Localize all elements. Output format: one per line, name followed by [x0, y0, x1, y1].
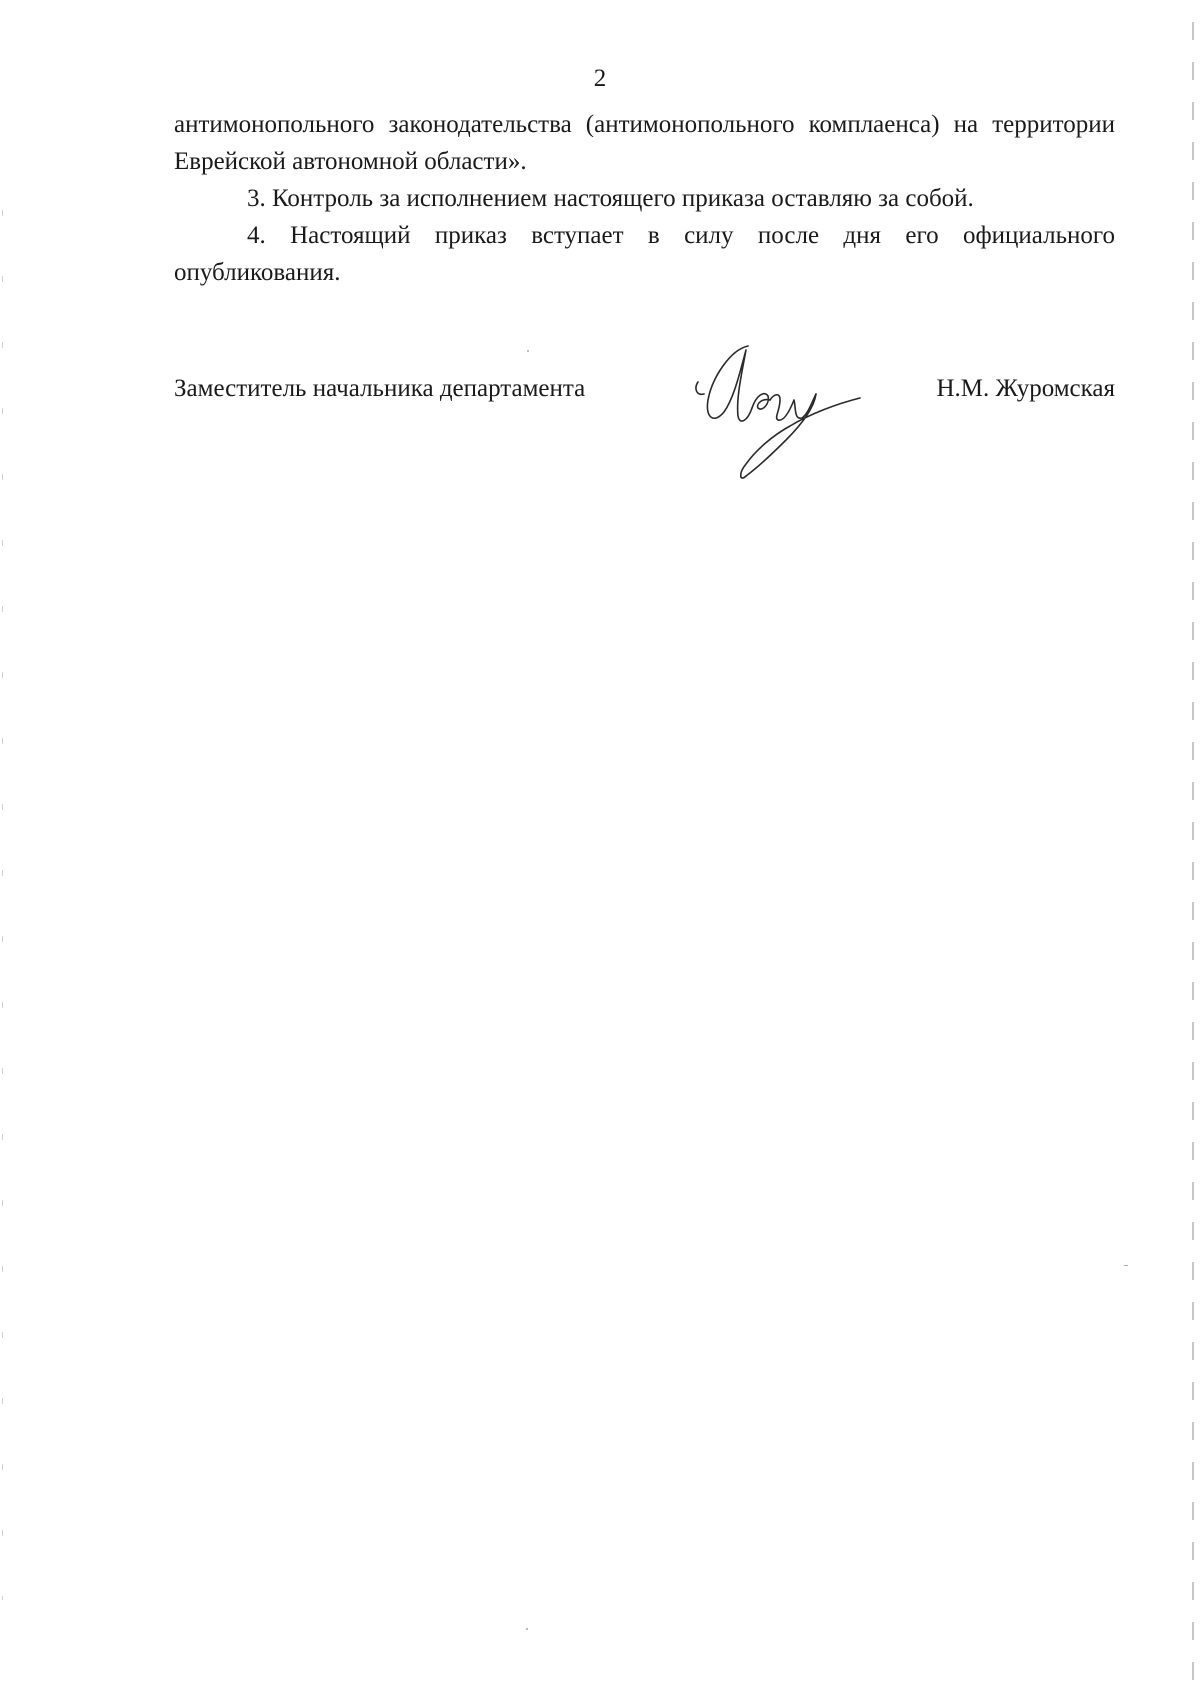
scan-speck [1124, 1265, 1128, 1266]
document-body [174, 106, 1115, 291]
page-number: 2 [593, 65, 607, 92]
handwritten-signature [690, 338, 870, 488]
scan-speck [527, 350, 529, 352]
signatory-position: Заместитель начальника департамента [174, 375, 586, 402]
paragraph-item-3: 3. Контроль за исполнением настоящего приказа оставляю за собой. [247, 185, 974, 212]
paragraph-item-4: 4. Настоящий приказ вступает в силу после дня его официального опубликования. [174, 222, 1115, 286]
scan-edge-artifact-left [2, 150, 3, 1600]
signature-block [174, 370, 1115, 410]
scan-edge-artifact [1192, 0, 1194, 1695]
scan-speck [526, 1628, 528, 1630]
signatory-name: Н.М. Журомская [936, 375, 1115, 402]
paragraph-continuation: антимонопольного законодательства (антимонопольного комплаенса) на территории Еврейской автономной области». [174, 111, 1115, 175]
